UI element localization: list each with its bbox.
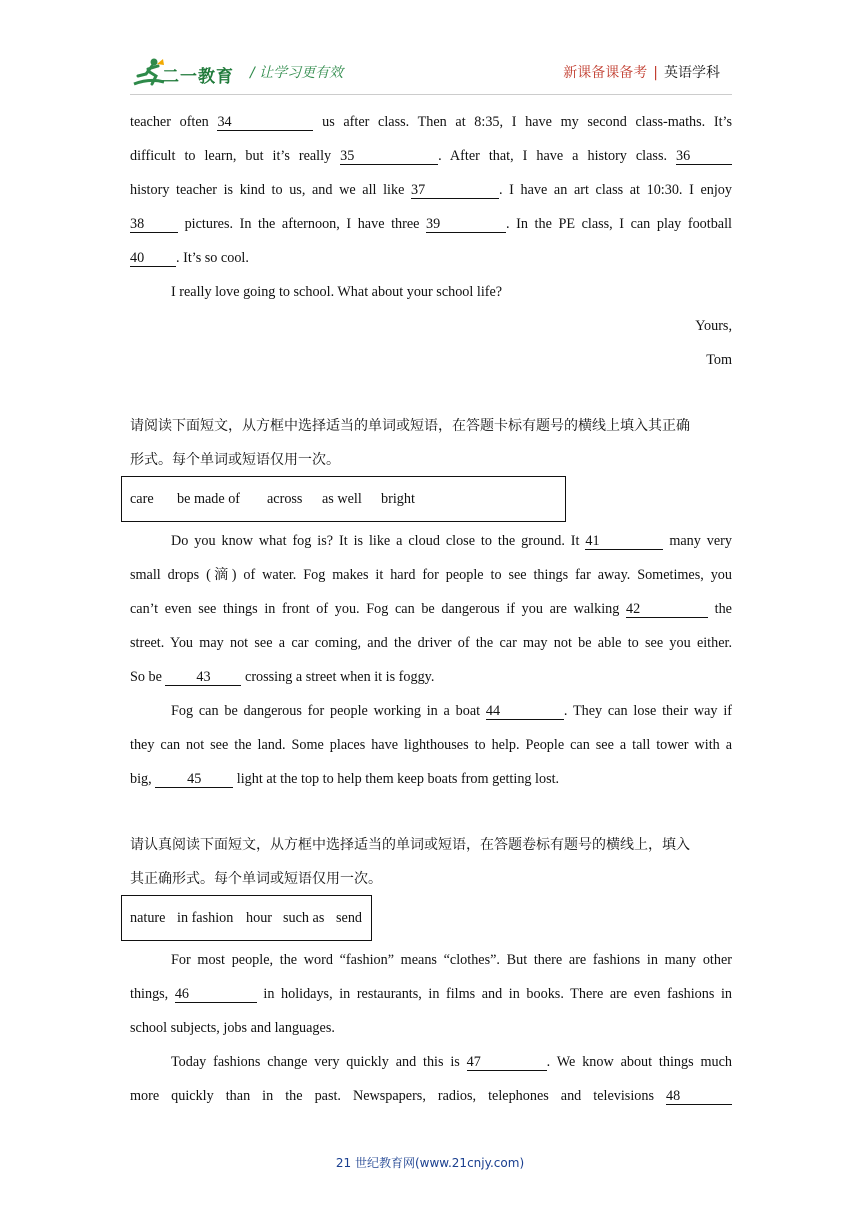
blank-42[interactable]: 42 xyxy=(626,602,708,618)
page-footer[interactable]: 21 世纪教育网(www.21cnjy.com) xyxy=(335,1156,525,1170)
passage1-line3: history teacher is kind to us, and we all like 37 . I have an art class at 10:30. I enjoy xyxy=(130,182,732,198)
passage1-line5: 40 . It’s so cool. xyxy=(130,250,249,266)
blank-47[interactable]: 47 xyxy=(467,1055,547,1071)
section3-instruction-line1: 请认真阅读下面短文，从方框中选择适当的单词或短语，在答题卷标有题号的横线上，填入 xyxy=(130,837,690,853)
section3-instruction-line2: 其正确形式。每个单词或短语仅用一次。 xyxy=(130,871,382,887)
blank-44[interactable]: 44 xyxy=(486,704,564,720)
section2-line8: big, 45 light at the top to help them keep boats from getting lost. xyxy=(130,771,560,787)
section3-line5: more quickly than in the past. Newspapers, radios, telephones and televisions 48 xyxy=(130,1086,732,1106)
word-option: in fashion xyxy=(177,910,234,926)
passage1-line1: teacher often 34 us after class. Then at 8:35, I have my second class-maths. It’s xyxy=(130,114,732,130)
word-option: across xyxy=(267,491,303,507)
section3-line1: For most people, the word “fashion” means “clothes”. But there are fashions in many other xyxy=(171,952,732,968)
word-option: hour xyxy=(246,910,273,926)
blank-38[interactable]: 38 xyxy=(130,217,178,233)
section2-line2: small drops (滴) of water. Fog makes it hard for people to see things far away. Sometimes, you xyxy=(130,567,732,583)
word-option: as well xyxy=(322,491,362,507)
blank-43[interactable]: 43 xyxy=(165,670,241,686)
section3-line3: school subjects, jobs and languages. xyxy=(130,1020,335,1036)
word-option: care xyxy=(130,491,154,507)
section2-line1: Do you know what fog is? It is like a cloud close to the ground. It 41 many very xyxy=(171,533,732,549)
blank-45[interactable]: 45 xyxy=(155,772,233,788)
header-slogan: / 让学习更有效 xyxy=(250,65,344,81)
header-subject-label: 英语学科 xyxy=(664,65,720,81)
word-box-2 xyxy=(121,895,372,941)
letter-closing: Yours, xyxy=(695,318,732,334)
passage1-line2: difficult to learn, but it’s really 35 . After that, I have a history class. 36 xyxy=(130,146,732,166)
blank-36[interactable]: 36 xyxy=(676,149,732,165)
word-box-1 xyxy=(121,476,566,522)
blank-34[interactable]: 34 xyxy=(217,115,313,131)
section2-line7: they can not see the land. Some places have lighthouses to help. People can see a tall tower with a xyxy=(130,737,732,753)
blank-41[interactable]: 41 xyxy=(585,534,663,550)
word-option: nature xyxy=(130,910,166,926)
section2-line4: street. You may not see a car coming, and the driver of the car may not be able to see you either. xyxy=(130,635,732,651)
header-separator: | xyxy=(653,65,658,81)
header-divider xyxy=(130,94,732,95)
section2-instruction-line2: 形式。每个单词或短语仅用一次。 xyxy=(130,452,340,468)
section2-line6: Fog can be dangerous for people working in a boat 44 . They can lose their way if xyxy=(171,703,732,719)
word-option: be made of xyxy=(177,491,241,507)
header-right xyxy=(563,62,720,82)
page-header xyxy=(130,56,730,92)
word-option: send xyxy=(336,910,363,926)
logo-text: 二一教育 xyxy=(162,67,234,87)
blank-39[interactable]: 39 xyxy=(426,217,506,233)
blank-46[interactable]: 46 xyxy=(175,987,257,1003)
word-option: such as xyxy=(283,910,325,926)
section2-line5: So be 43 crossing a street when it is foggy. xyxy=(130,669,435,685)
blank-37[interactable]: 37 xyxy=(411,183,499,199)
blank-35[interactable]: 35 xyxy=(340,149,438,165)
passage1-line6: I really love going to school. What about your school life? xyxy=(171,284,503,300)
section3-line2: things, 46 in holidays, in restaurants, in films and in books. There are even fashions in xyxy=(130,986,732,1002)
section3-line4: Today fashions change very quickly and this is 47 . We know about things much xyxy=(171,1054,732,1070)
header-course-label: 新课备课备考 xyxy=(563,65,648,81)
section2-line3: can’t even see things in front of you. Fog can be dangerous if you are walking 42 the xyxy=(130,601,732,617)
section2-instruction-line1: 请阅读下面短文，从方框中选择适当的单词或短语，在答题卡标有题号的横线上填入其正确 xyxy=(130,418,690,434)
word-option: bright xyxy=(381,491,415,507)
passage1-line4: 38 pictures. In the afternoon, I have three 39 . In the PE class, I can play football xyxy=(130,216,732,232)
blank-40[interactable]: 40 xyxy=(130,251,176,267)
blank-48[interactable]: 48 xyxy=(666,1089,732,1105)
letter-signature: Tom xyxy=(706,352,732,368)
